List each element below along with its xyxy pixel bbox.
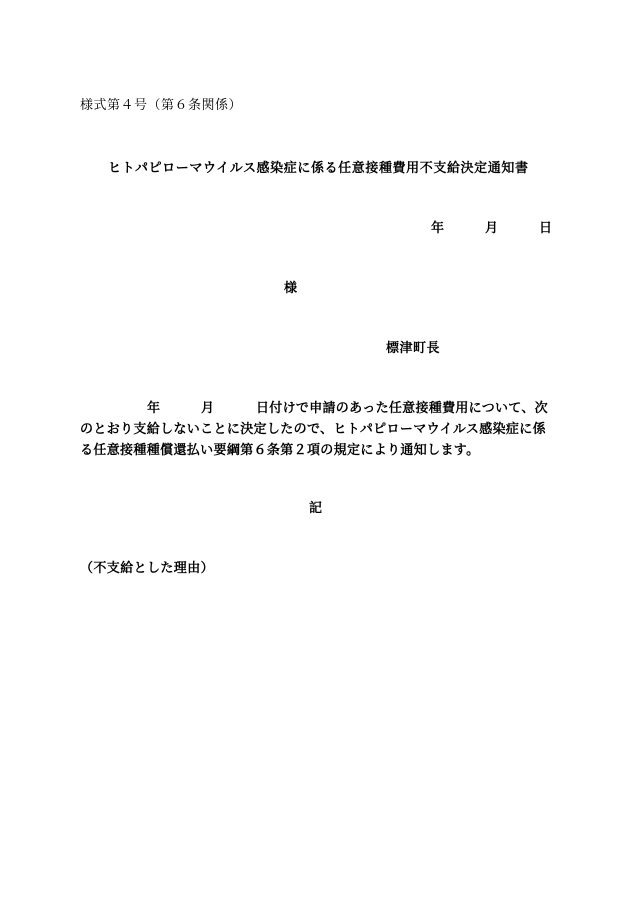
date-day-label: 日 — [539, 221, 553, 236]
reason-heading: （不支給とした理由） — [80, 561, 215, 576]
body-month-label: 月 — [201, 401, 215, 416]
date-year-label: 年 — [431, 221, 445, 236]
body-line-2: のとおり支給しないことに決定したので、ヒトパピローマウイルス感染症に係 — [80, 422, 546, 437]
form-number: 様式第４号（第６条関係） — [80, 98, 243, 113]
body-line-3: る任意接種種償還払い要綱第６条第２項の規定により通知します。 — [80, 443, 480, 458]
ki-label: 記 — [309, 501, 323, 516]
body-line-1: 日付けで申請のあった任意接種費用について、次 — [256, 401, 548, 416]
addressee-suffix: 様 — [284, 281, 298, 296]
document-title: ヒトパピローマウイルス感染症に係る任意接種費用不支給決定通知書 — [108, 161, 529, 176]
body-year-label: 年 — [147, 401, 161, 416]
issuer-name: 標津町長 — [386, 341, 441, 356]
date-month-label: 月 — [485, 221, 499, 236]
